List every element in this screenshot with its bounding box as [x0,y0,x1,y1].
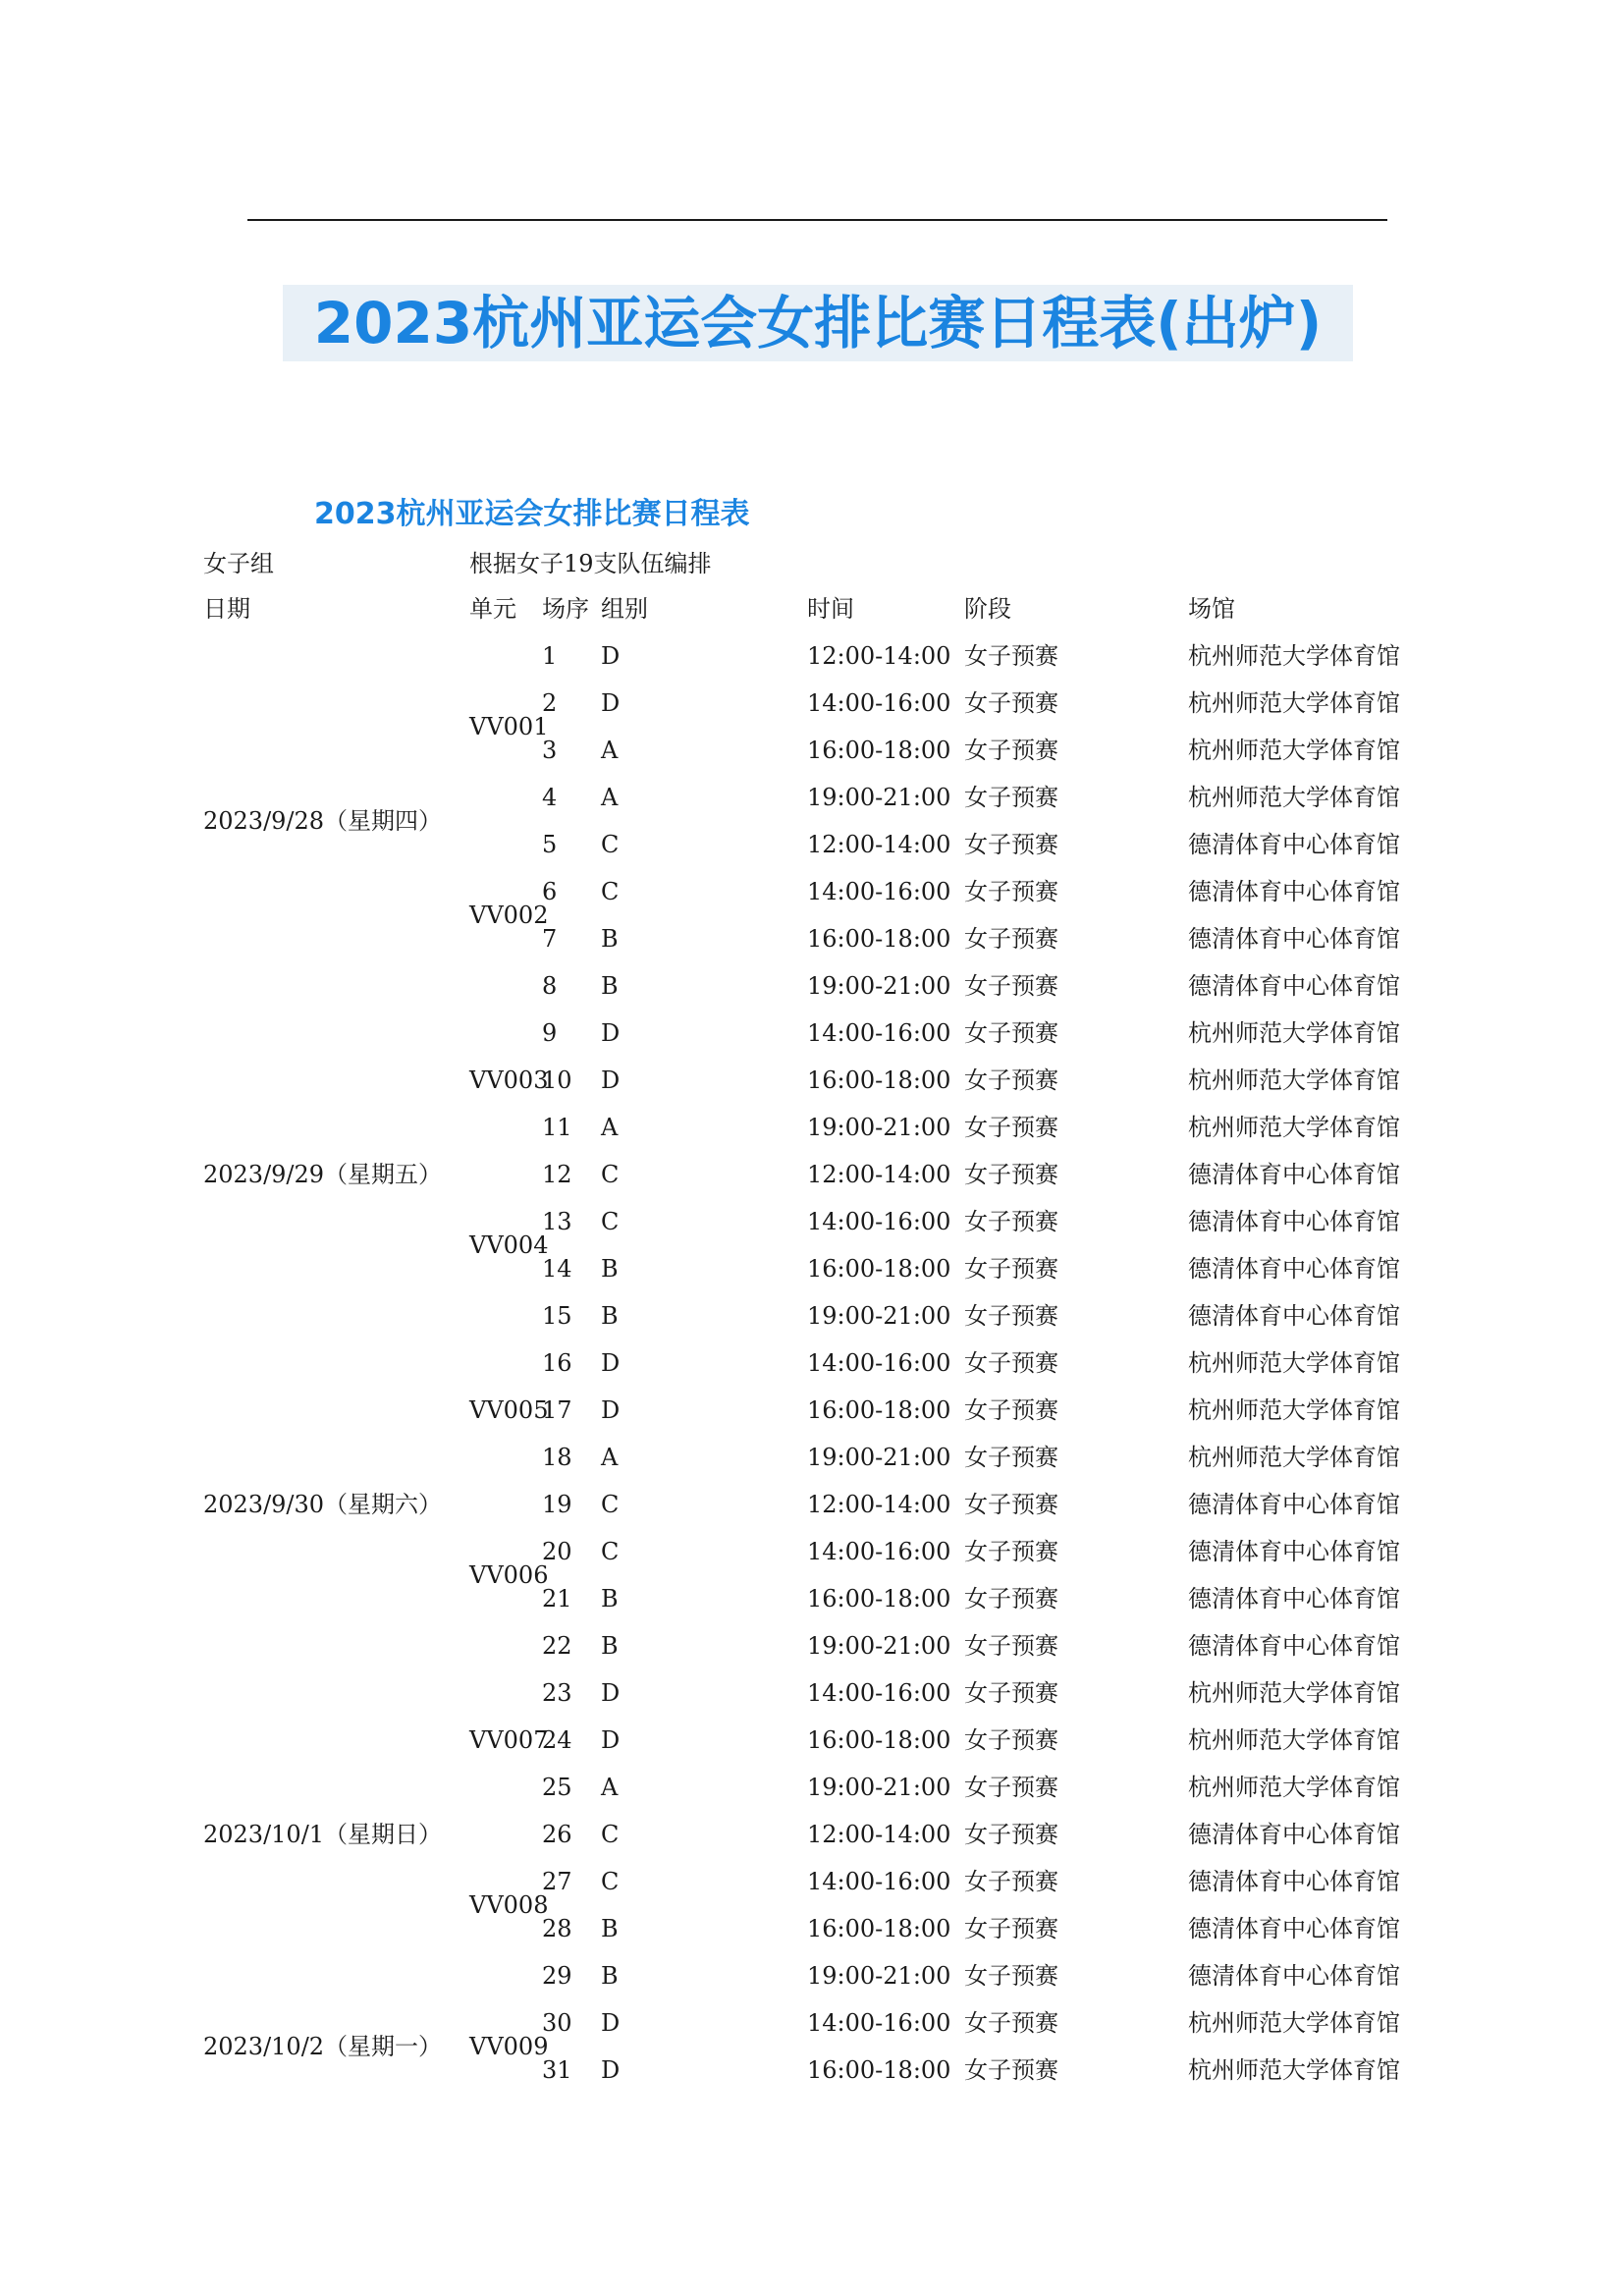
match-seq: 1 [542,642,558,670]
match-group: D [601,1066,621,1094]
match-group: C [601,1161,620,1188]
header-date: 日期 [203,595,250,623]
match-venue: 杭州师范大学体育馆 [1188,784,1400,811]
match-time: 16:00-18:00 [807,925,951,953]
match-date: 2023/10/1（星期日） [203,1821,443,1848]
match-time: 19:00-21:00 [807,1962,951,1990]
match-seq: 18 [542,1444,572,1471]
match-time: 19:00-21:00 [807,1114,951,1141]
match-stage: 女子预赛 [964,1868,1058,1895]
unit-code: VV006 [469,1561,549,1589]
match-venue: 杭州师范大学体育馆 [1188,1726,1400,1754]
match-venue: 杭州师范大学体育馆 [1188,689,1400,717]
match-time: 12:00-14:00 [807,831,951,858]
unit-code: VV008 [469,1891,549,1919]
match-stage: 女子预赛 [964,1066,1058,1094]
group-note: 根据女子19支队伍编排 [469,550,712,577]
match-venue: 杭州师范大学体育馆 [1188,2056,1400,2084]
match-time: 19:00-21:00 [807,784,951,811]
match-group: B [601,1302,619,1330]
match-venue: 德清体育中心体育馆 [1188,1962,1400,1990]
match-venue: 杭州师范大学体育馆 [1188,1114,1400,1141]
match-group: B [601,1632,619,1660]
match-group: B [601,925,619,953]
match-venue: 德清体育中心体育馆 [1188,1585,1400,1613]
match-time: 14:00-16:00 [807,1868,951,1895]
match-seq: 25 [542,1774,572,1801]
match-venue: 杭州师范大学体育馆 [1188,642,1400,670]
match-seq: 16 [542,1349,572,1377]
match-seq: 17 [542,1396,572,1424]
match-stage: 女子预赛 [964,1491,1058,1518]
match-venue: 德清体育中心体育馆 [1188,972,1400,1000]
match-seq: 15 [542,1302,572,1330]
header-seq: 场序 [542,595,589,623]
match-date: 2023/9/30（星期六） [203,1491,443,1518]
match-group: B [601,1585,619,1613]
match-stage: 女子预赛 [964,1255,1058,1283]
match-stage: 女子预赛 [964,972,1058,1000]
match-seq: 24 [542,1726,572,1754]
match-time: 14:00-16:00 [807,1208,951,1235]
match-stage: 女子预赛 [964,878,1058,905]
match-venue: 杭州师范大学体育馆 [1188,2009,1400,2037]
match-time: 19:00-21:00 [807,1444,951,1471]
header-group: 组别 [601,595,648,623]
match-date: 2023/9/29（星期五） [203,1161,443,1188]
match-group: B [601,1962,619,1990]
match-seq: 14 [542,1255,572,1283]
match-group: C [601,831,620,858]
match-time: 19:00-21:00 [807,1774,951,1801]
match-venue: 杭州师范大学体育馆 [1188,1396,1400,1424]
match-group: D [601,1679,621,1707]
match-group: D [601,2009,621,2037]
match-venue: 德清体育中心体育馆 [1188,1821,1400,1848]
match-seq: 31 [542,2056,572,2084]
match-group: D [601,642,621,670]
match-venue: 德清体育中心体育馆 [1188,1868,1400,1895]
match-time: 14:00-16:00 [807,1349,951,1377]
match-stage: 女子预赛 [964,1726,1058,1754]
match-time: 14:00-16:00 [807,878,951,905]
match-stage: 女子预赛 [964,2009,1058,2037]
match-time: 14:00-16:00 [807,2009,951,2037]
match-seq: 13 [542,1208,572,1235]
match-venue: 德清体育中心体育馆 [1188,878,1400,905]
match-group: D [601,1349,621,1377]
match-stage: 女子预赛 [964,831,1058,858]
match-group: B [601,1255,619,1283]
match-stage: 女子预赛 [964,1302,1058,1330]
match-stage: 女子预赛 [964,1444,1058,1471]
unit-code: VV004 [469,1231,549,1259]
match-seq: 29 [542,1962,572,1990]
match-seq: 27 [542,1868,572,1895]
table-title: 2023杭州亚运会女排比赛日程表 [314,497,750,531]
match-group: A [601,737,619,764]
match-group: D [601,1396,621,1424]
match-venue: 德清体育中心体育馆 [1188,1915,1400,1942]
match-time: 16:00-18:00 [807,737,951,764]
match-stage: 女子预赛 [964,2056,1058,2084]
match-stage: 女子预赛 [964,1585,1058,1613]
match-stage: 女子预赛 [964,642,1058,670]
match-group: A [601,1774,619,1801]
match-time: 19:00-21:00 [807,972,951,1000]
match-venue: 德清体育中心体育馆 [1188,1302,1400,1330]
match-time: 16:00-18:00 [807,1066,951,1094]
unit-code: VV005 [469,1396,549,1424]
match-stage: 女子预赛 [964,1774,1058,1801]
match-group: A [601,784,619,811]
match-time: 16:00-18:00 [807,1255,951,1283]
match-seq: 11 [542,1114,572,1141]
match-time: 14:00-16:00 [807,1679,951,1707]
match-group: B [601,1915,619,1942]
match-seq: 23 [542,1679,572,1707]
match-time: 19:00-21:00 [807,1632,951,1660]
match-venue: 杭州师范大学体育馆 [1188,1019,1400,1047]
match-group: C [601,1208,620,1235]
match-time: 16:00-18:00 [807,1726,951,1754]
match-stage: 女子预赛 [964,784,1058,811]
header-rule [247,219,1387,221]
match-venue: 杭州师范大学体育馆 [1188,1679,1400,1707]
match-stage: 女子预赛 [964,1632,1058,1660]
match-stage: 女子预赛 [964,1208,1058,1235]
unit-code: VV007 [469,1726,549,1754]
match-date: 2023/9/28（星期四） [203,807,443,835]
match-time: 19:00-21:00 [807,1302,951,1330]
match-venue: 德清体育中心体育馆 [1188,925,1400,953]
match-venue: 德清体育中心体育馆 [1188,1538,1400,1565]
match-seq: 30 [542,2009,572,2037]
match-date: 2023/10/2（星期一） [203,2033,443,2060]
match-seq: 22 [542,1632,572,1660]
match-venue: 德清体育中心体育馆 [1188,1632,1400,1660]
match-seq: 7 [542,925,558,953]
match-stage: 女子预赛 [964,925,1058,953]
unit-code: VV001 [469,713,549,740]
header-stage: 阶段 [964,595,1011,623]
header-venue: 场馆 [1188,595,1235,623]
match-time: 12:00-14:00 [807,1821,951,1848]
group-label: 女子组 [203,550,274,577]
match-venue: 德清体育中心体育馆 [1188,831,1400,858]
match-stage: 女子预赛 [964,1114,1058,1141]
match-time: 16:00-18:00 [807,1915,951,1942]
match-seq: 9 [542,1019,558,1047]
match-venue: 杭州师范大学体育馆 [1188,1349,1400,1377]
match-seq: 4 [542,784,558,811]
match-time: 12:00-14:00 [807,642,951,670]
match-group: C [601,1821,620,1848]
match-time: 14:00-16:00 [807,1538,951,1565]
match-venue: 德清体育中心体育馆 [1188,1491,1400,1518]
unit-code: VV003 [469,1066,549,1094]
match-seq: 5 [542,831,558,858]
unit-code: VV009 [469,2033,549,2060]
match-seq: 19 [542,1491,572,1518]
match-time: 16:00-18:00 [807,1585,951,1613]
match-time: 16:00-18:00 [807,1396,951,1424]
match-stage: 女子预赛 [964,1538,1058,1565]
match-group: C [601,1491,620,1518]
match-seq: 21 [542,1585,572,1613]
match-venue: 杭州师范大学体育馆 [1188,1444,1400,1471]
match-time: 14:00-16:00 [807,689,951,717]
match-seq: 2 [542,689,558,717]
match-stage: 女子预赛 [964,1019,1058,1047]
match-stage: 女子预赛 [964,1349,1058,1377]
match-venue: 杭州师范大学体育馆 [1188,1774,1400,1801]
match-group: C [601,1868,620,1895]
match-seq: 12 [542,1161,572,1188]
match-group: D [601,1019,621,1047]
match-time: 14:00-16:00 [807,1019,951,1047]
match-stage: 女子预赛 [964,689,1058,717]
match-time: 12:00-14:00 [807,1491,951,1518]
match-group: C [601,1538,620,1565]
match-group: D [601,689,621,717]
match-venue: 杭州师范大学体育馆 [1188,1066,1400,1094]
match-time: 12:00-14:00 [807,1161,951,1188]
match-stage: 女子预赛 [964,737,1058,764]
match-group: B [601,972,619,1000]
header-time: 时间 [807,595,854,623]
match-time: 16:00-18:00 [807,2056,951,2084]
page-title: 2023杭州亚运会女排比赛日程表(出炉) [283,285,1353,361]
match-group: D [601,2056,621,2084]
match-stage: 女子预赛 [964,1915,1058,1942]
header-unit: 单元 [469,595,516,623]
match-seq: 6 [542,878,558,905]
match-stage: 女子预赛 [964,1962,1058,1990]
match-seq: 8 [542,972,558,1000]
match-venue: 杭州师范大学体育馆 [1188,737,1400,764]
match-venue: 德清体育中心体育馆 [1188,1255,1400,1283]
match-venue: 德清体育中心体育馆 [1188,1208,1400,1235]
match-group: C [601,878,620,905]
match-seq: 10 [542,1066,572,1094]
match-stage: 女子预赛 [964,1679,1058,1707]
match-venue: 德清体育中心体育馆 [1188,1161,1400,1188]
match-seq: 26 [542,1821,572,1848]
match-seq: 3 [542,737,558,764]
match-stage: 女子预赛 [964,1161,1058,1188]
unit-code: VV002 [469,902,549,929]
match-group: D [601,1726,621,1754]
match-seq: 28 [542,1915,572,1942]
match-group: A [601,1444,619,1471]
match-group: A [601,1114,619,1141]
match-stage: 女子预赛 [964,1821,1058,1848]
match-stage: 女子预赛 [964,1396,1058,1424]
match-seq: 20 [542,1538,572,1565]
